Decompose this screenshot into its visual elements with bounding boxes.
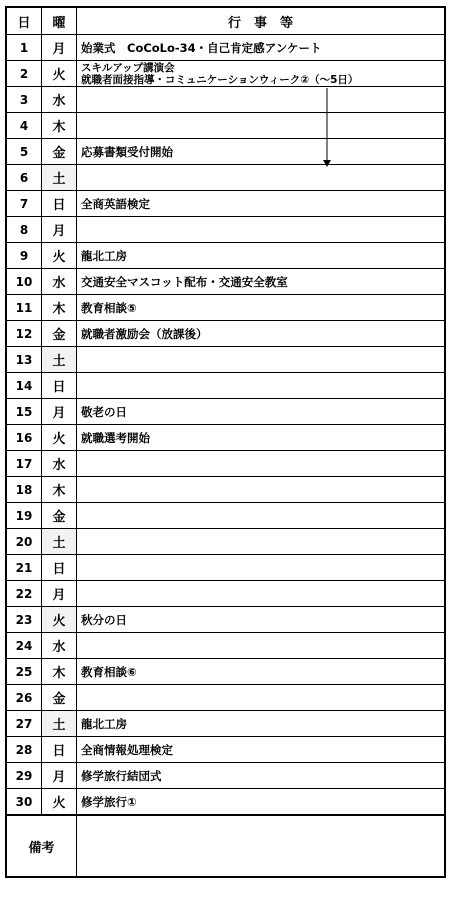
day-cell: 13 [6, 347, 42, 373]
schedule-table [5, 6, 446, 878]
day-cell: 8 [6, 217, 42, 243]
event-cell [77, 347, 446, 373]
day-cell: 14 [6, 373, 42, 399]
event-cell [77, 243, 446, 269]
event-text: 教育相談⑥ [81, 664, 137, 679]
day-cell: 21 [6, 555, 42, 581]
event-cell [77, 659, 446, 685]
header-row [6, 7, 445, 35]
day-cell: 23 [6, 607, 42, 633]
event-cell [77, 529, 446, 555]
weekday-cell: 月 [42, 35, 77, 61]
event-cell [77, 789, 446, 816]
day-cell: 3 [6, 87, 42, 113]
schedule-row [6, 737, 445, 763]
schedule-row [6, 425, 445, 451]
notes-content [77, 815, 446, 877]
day-cell: 17 [6, 451, 42, 477]
event-cell [77, 165, 446, 191]
schedule-row [6, 191, 445, 217]
schedule-row [6, 373, 445, 399]
day-cell: 25 [6, 659, 42, 685]
event-text: 全商英語検定 [81, 196, 150, 211]
event-cell [77, 321, 446, 347]
day-cell: 12 [6, 321, 42, 347]
weekday-cell: 土 [42, 165, 77, 191]
weekday-cell: 火 [42, 789, 77, 816]
day-cell: 1 [6, 35, 42, 61]
weekday-cell: 土 [42, 347, 77, 373]
schedule-row [6, 607, 445, 633]
event-text: 応募書類受付開始 [81, 144, 173, 159]
day-cell: 16 [6, 425, 42, 451]
weekday-cell: 水 [42, 87, 77, 113]
schedule-row [6, 243, 445, 269]
day-cell: 28 [6, 737, 42, 763]
weekday-cell: 金 [42, 321, 77, 347]
day-cell: 20 [6, 529, 42, 555]
event-cell [77, 451, 446, 477]
weekday-cell: 木 [42, 295, 77, 321]
event-cell [77, 555, 446, 581]
event-cell [77, 295, 446, 321]
schedule-row [6, 113, 445, 139]
weekday-cell: 日 [42, 373, 77, 399]
event-text: 秋分の日 [81, 612, 127, 627]
event-cell [77, 503, 446, 529]
schedule-row [6, 659, 445, 685]
schedule-row [6, 139, 445, 165]
notes-row [6, 815, 445, 877]
day-cell: 6 [6, 165, 42, 191]
day-cell: 11 [6, 295, 42, 321]
event-cell [77, 425, 446, 451]
day-cell: 27 [6, 711, 42, 737]
day-cell: 19 [6, 503, 42, 529]
event-text: 敬老の日 [81, 404, 127, 419]
event-cell [77, 35, 446, 61]
event-text: スキルアップ講演会 [81, 61, 175, 74]
event-text: 修学旅行① [81, 794, 137, 809]
day-cell: 10 [6, 269, 42, 295]
schedule-row [6, 165, 445, 191]
day-cell: 24 [6, 633, 42, 659]
weekday-cell: 月 [42, 763, 77, 789]
day-cell: 22 [6, 581, 42, 607]
weekday-cell: 木 [42, 477, 77, 503]
schedule-row [6, 399, 445, 425]
header-weekday: 曜 [42, 7, 77, 35]
event-text: 就職者激励会（放課後） [81, 326, 208, 341]
schedule-row [6, 529, 445, 555]
event-text: 全商情報処理検定 [81, 742, 173, 757]
weekday-cell: 金 [42, 685, 77, 711]
weekday-cell: 火 [42, 607, 77, 633]
weekday-cell: 水 [42, 633, 77, 659]
day-cell: 7 [6, 191, 42, 217]
weekday-cell: 月 [42, 581, 77, 607]
weekday-cell: 月 [42, 399, 77, 425]
weekday-cell: 金 [42, 139, 77, 165]
event-text: 就職者面接指導・コミュニケーションウィーク②（～5日） [81, 73, 359, 86]
weekday-cell: 月 [42, 217, 77, 243]
schedule-row [6, 87, 445, 113]
event-cell [77, 113, 446, 139]
weekday-cell: 土 [42, 529, 77, 555]
event-text: 交通安全マスコット配布・交通安全教室 [81, 274, 288, 289]
event-cell [77, 269, 446, 295]
schedule-row [6, 217, 445, 243]
day-cell: 18 [6, 477, 42, 503]
schedule-row [6, 633, 445, 659]
event-cell [77, 581, 446, 607]
schedule-row [6, 789, 445, 816]
schedule-row [6, 295, 445, 321]
event-cell [77, 373, 446, 399]
day-cell: 5 [6, 139, 42, 165]
day-cell: 2 [6, 61, 42, 87]
weekday-cell: 火 [42, 425, 77, 451]
schedule-row [6, 451, 445, 477]
event-cell [77, 633, 446, 659]
weekday-cell: 水 [42, 451, 77, 477]
event-cell [77, 139, 446, 165]
event-cell [77, 217, 446, 243]
header-events: 行 事 等 [77, 7, 446, 35]
event-cell [77, 191, 446, 217]
weekday-cell: 日 [42, 737, 77, 763]
day-cell: 9 [6, 243, 42, 269]
day-cell: 4 [6, 113, 42, 139]
header-day: 日 [6, 7, 42, 35]
event-text: 龍北工房 [81, 716, 127, 731]
event-cell [77, 711, 446, 737]
event-cell [77, 737, 446, 763]
schedule-row [6, 555, 445, 581]
event-text: 始業式 CoCoLo-34・自己肯定感アンケート [81, 40, 322, 55]
event-cell [77, 61, 446, 87]
day-cell: 26 [6, 685, 42, 711]
schedule-row [6, 347, 445, 373]
schedule-row [6, 35, 445, 61]
day-cell: 15 [6, 399, 42, 425]
weekday-cell: 火 [42, 61, 77, 87]
notes-label: 備考 [6, 815, 77, 877]
schedule-row [6, 763, 445, 789]
weekday-cell: 木 [42, 659, 77, 685]
event-cell [77, 607, 446, 633]
weekday-cell: 水 [42, 269, 77, 295]
weekday-cell: 木 [42, 113, 77, 139]
schedule-row [6, 581, 445, 607]
schedule-row [6, 321, 445, 347]
schedule-body [6, 35, 445, 816]
event-cell [77, 685, 446, 711]
schedule-row [6, 61, 445, 87]
day-cell: 30 [6, 789, 42, 816]
schedule-row [6, 269, 445, 295]
event-cell [77, 399, 446, 425]
weekday-cell: 金 [42, 503, 77, 529]
event-cell [77, 477, 446, 503]
schedule-row [6, 503, 445, 529]
weekday-cell: 火 [42, 243, 77, 269]
weekday-cell: 日 [42, 191, 77, 217]
schedule-row [6, 685, 445, 711]
schedule-row [6, 711, 445, 737]
event-text: 修学旅行結団式 [81, 768, 162, 783]
event-text: 龍北工房 [81, 248, 127, 263]
event-text: 就職選考開始 [81, 430, 150, 445]
event-cell [77, 763, 446, 789]
event-cell [77, 87, 446, 113]
day-cell: 29 [6, 763, 42, 789]
schedule-row [6, 477, 445, 503]
weekday-cell: 日 [42, 555, 77, 581]
weekday-cell: 土 [42, 711, 77, 737]
event-text: 教育相談⑤ [81, 300, 137, 315]
